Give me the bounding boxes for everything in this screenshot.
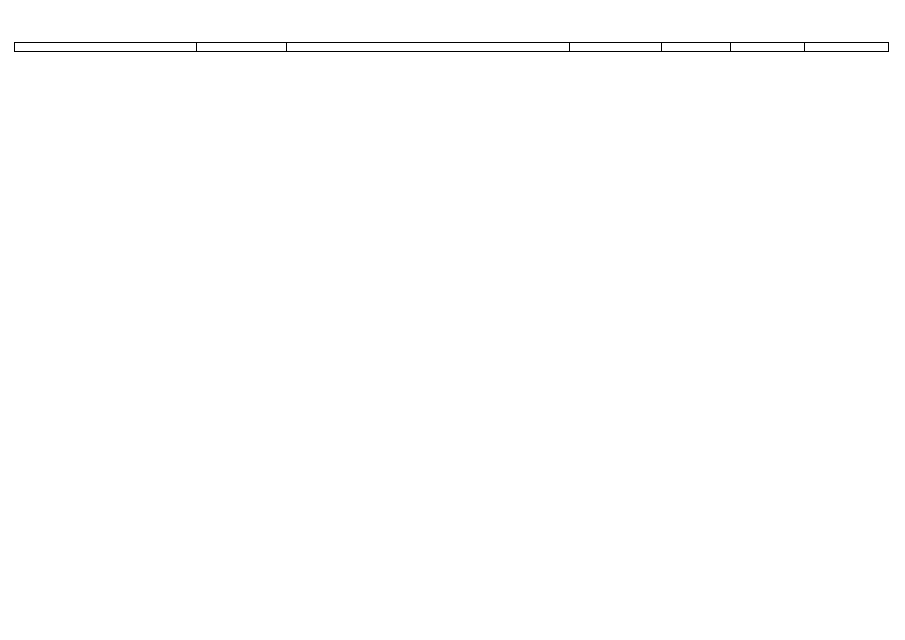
settlement-total-row xyxy=(15,43,889,52)
land-registry-table xyxy=(14,42,889,52)
total-empty xyxy=(570,43,662,52)
total-empty xyxy=(196,43,286,52)
total-label xyxy=(15,43,197,52)
total-empty xyxy=(287,43,570,52)
total-area xyxy=(662,43,731,52)
total-rate xyxy=(730,43,804,52)
total-value xyxy=(804,43,888,52)
